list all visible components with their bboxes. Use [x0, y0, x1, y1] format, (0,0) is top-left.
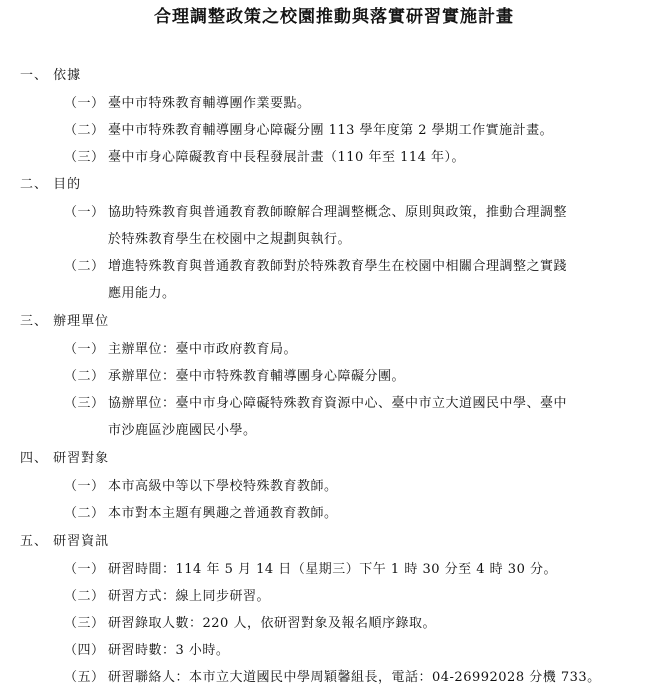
item-text-continuation: 市沙鹿區沙鹿國民小學。	[108, 423, 257, 438]
item-text-continuation: 應用能力。	[108, 286, 176, 301]
item-number: （二）	[64, 369, 105, 384]
list-item	[64, 477, 338, 497]
item-text: 研習時數：3 小時。	[108, 643, 230, 658]
item-text: 協辦單位：臺中市身心障礙特殊教育資源中心、臺中市立大道國民中學、臺中	[108, 396, 568, 411]
list-item	[64, 367, 405, 387]
item-text: 協助特殊教育與普通教育教師瞭解合理調整概念、原則與政策，推動合理調整	[108, 205, 568, 220]
list-item	[64, 121, 553, 141]
item-text: 本市對本主題有興趣之普通教育教師。	[108, 506, 338, 521]
list-item	[64, 257, 567, 277]
list-item	[64, 203, 567, 223]
item-number: （二）	[64, 589, 105, 604]
item-text: 臺中市特殊教育輔導團身心障礙分團 113 學年度第 2 學期工作實施計畫。	[108, 123, 554, 138]
list-item	[64, 587, 270, 607]
item-number: （四）	[64, 643, 105, 658]
item-text: 主辦單位：臺中市政府教育局。	[108, 342, 298, 357]
item-number: （一）	[64, 96, 105, 111]
item-text: 臺中市身心障礙教育中長程發展計畫（110 年至 114 年）。	[108, 150, 466, 165]
list-item	[64, 148, 465, 168]
item-number: （一）	[64, 479, 105, 494]
item-text: 研習方式：線上同步研習。	[108, 589, 271, 604]
item-text: 臺中市特殊教育輔導團作業要點。	[108, 96, 311, 111]
item-number: （一）	[64, 342, 105, 357]
item-number: （二）	[64, 259, 105, 274]
item-text-continuation: 於特殊教育學生在校園中之規劃與執行。	[108, 232, 352, 247]
section-heading-participants: 四、 研習對象	[20, 451, 110, 466]
document-title: 合理調整政策之校園推動與落實研習實施計畫	[154, 7, 514, 27]
item-number: （三）	[64, 150, 105, 165]
item-number: （一）	[64, 205, 105, 220]
item-number: （五）	[64, 670, 105, 685]
item-number: （三）	[64, 396, 105, 411]
item-number: （二）	[64, 506, 105, 521]
item-text: 研習錄取人數：220 人，依研習對象及報名順序錄取。	[108, 616, 436, 631]
section-heading-purpose: 二、 目的	[20, 177, 82, 192]
item-text: 研習時間：114 年 5 月 14 日（星期三）下午 1 時 30 分至 4 時 30 分。	[108, 562, 557, 577]
list-item	[64, 340, 297, 360]
list-item	[64, 94, 311, 114]
item-text: 承辦單位：臺中市特殊教育輔導團身心障礙分團。	[108, 369, 406, 384]
list-item	[64, 560, 557, 580]
item-text: 增進特殊教育與普通教育教師對於特殊教育學生在校園中相關合理調整之實踐	[108, 259, 568, 274]
item-number: （二）	[64, 123, 105, 138]
section-heading-info: 五、 研習資訊	[20, 534, 110, 549]
list-item	[64, 394, 567, 414]
item-text: 本市高級中等以下學校特殊教育教師。	[108, 479, 338, 494]
item-number: （三）	[64, 616, 105, 631]
item-number: （一）	[64, 562, 105, 577]
list-item	[64, 504, 338, 524]
section-heading-basis: 一、 依據	[20, 68, 82, 83]
list-item	[64, 668, 601, 688]
list-item	[64, 641, 229, 661]
list-item	[64, 614, 436, 634]
item-text: 研習聯絡人：本市立大道國民中學周穎馨組長，電話：04-26992028 分機 733。	[108, 670, 601, 685]
section-heading-organizers: 三、 辦理單位	[20, 314, 110, 329]
